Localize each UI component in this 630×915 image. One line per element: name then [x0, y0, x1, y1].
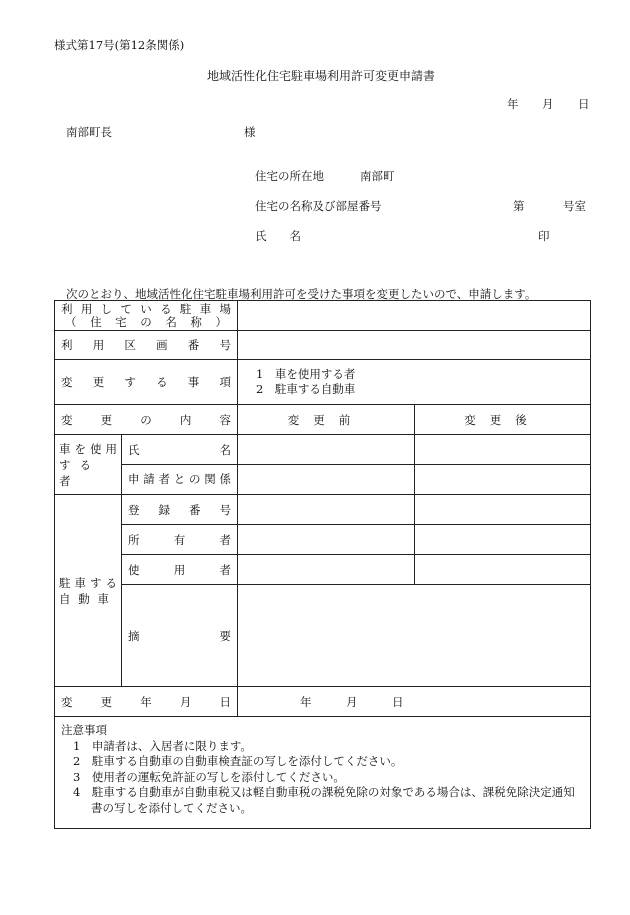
form-number: 様式第17号(第12条関係) — [54, 38, 185, 52]
after-header: 変更後 — [415, 405, 591, 435]
lot-value[interactable] — [238, 331, 591, 360]
user-relation-label-cell — [122, 465, 238, 495]
driver-label-cell — [122, 555, 238, 585]
room-label: 住宅の名称及び部屋番号 — [255, 199, 382, 213]
driver-after[interactable] — [415, 555, 591, 585]
change-date-label-cell — [55, 687, 238, 717]
note-item: 3 使用者の運転免許証の写しを添付してください。 — [73, 769, 345, 784]
name-label: 氏 名 — [255, 229, 301, 243]
car-group-line2: 自 動 車 — [59, 591, 109, 606]
owner-label-cell — [122, 525, 238, 555]
notes-heading: 注意事項 — [61, 723, 107, 737]
reg-no-label: 登 録 番 号 — [128, 502, 231, 517]
reg-no-before[interactable] — [238, 495, 415, 525]
change-date-value[interactable]: 年 月 日 — [238, 687, 591, 717]
parking-label: 利 用 し て い る 駐 車 場 — [61, 301, 231, 316]
car-group-cell — [55, 495, 122, 687]
date-year: 年 — [507, 97, 519, 111]
lot-label-cell — [55, 331, 238, 360]
change-item-2: 2 駐車する自動車 — [256, 382, 356, 396]
parking-value[interactable] — [238, 301, 591, 331]
driver-before[interactable] — [238, 555, 415, 585]
user-group-line1: 車 を 使 用 — [59, 441, 117, 456]
remarks-value[interactable] — [238, 585, 591, 687]
change-item-label: 変 更 す る 事 項 — [61, 375, 231, 389]
owner-before[interactable] — [238, 525, 415, 555]
change-date-label: 変 更 年 月 日 — [61, 694, 231, 709]
date-day: 日 — [578, 97, 590, 111]
change-item-options[interactable] — [238, 360, 591, 405]
user-name-before[interactable] — [238, 435, 415, 465]
user-name-label-cell — [122, 435, 238, 465]
intro-text: 次のとおり、地域活性化住宅駐車場利用許可を受けた事項を変更したいので、申請します。 — [66, 287, 537, 301]
note-item: 2 駐車する自動車の自動車検査証の写しを添付してください。 — [73, 754, 403, 768]
user-name-after[interactable] — [415, 435, 591, 465]
user-group-line2: する者 — [59, 457, 100, 488]
change-item-label-cell — [55, 360, 238, 405]
address-value: 南部町 — [360, 169, 395, 183]
remarks-label: 摘 要 — [128, 628, 231, 643]
room-no-suffix: 号室 — [563, 199, 586, 213]
form-title: 地域活性化住宅駐車場利用許可変更申請書 — [207, 69, 436, 83]
content-label-cell — [55, 405, 238, 435]
parking-sub: （ 住 宅 の 名 称 ） — [65, 314, 227, 329]
addressee: 南部町長 — [66, 125, 112, 139]
addressee-suffix: 様 — [244, 125, 256, 139]
reg-no-label-cell — [122, 495, 238, 525]
change-item-1: 1 車を使用する者 — [256, 367, 356, 381]
user-name-label: 氏 名 — [128, 442, 231, 457]
car-group-line1: 駐 車 す る — [59, 575, 117, 590]
remarks-label-cell — [122, 585, 238, 687]
user-group-cell — [55, 435, 122, 495]
owner-label: 所 有 者 — [128, 532, 231, 547]
user-relation-after[interactable] — [415, 465, 591, 495]
address-label: 住宅の所在地 — [255, 169, 324, 183]
user-relation-label: 申 請 者 と の 関 係 — [128, 472, 231, 486]
lot-label: 利 用 区 画 番 号 — [61, 338, 231, 352]
change-application-table — [54, 300, 591, 829]
before-header: 変更前 — [238, 405, 415, 435]
content-label: 変 更 の 内 容 — [61, 412, 231, 427]
owner-after[interactable] — [415, 525, 591, 555]
note-item: 1 申請者は、入居者に限ります。 — [73, 738, 252, 753]
parking-label-cell — [55, 301, 238, 331]
reg-no-after[interactable] — [415, 495, 591, 525]
room-no-prefix: 第 — [513, 199, 525, 213]
user-relation-before[interactable] — [238, 465, 415, 495]
note-item: 4 駐車する自動車が自動車税又は軽自動車税の課税免除の対象である場合は、課税免除決定通知書の写しを添付してください。 — [73, 785, 575, 815]
notes-cell — [55, 717, 591, 829]
driver-label: 使 用 者 — [128, 562, 231, 577]
seal-mark: 印 — [538, 229, 550, 243]
date-month: 月 — [542, 97, 554, 111]
